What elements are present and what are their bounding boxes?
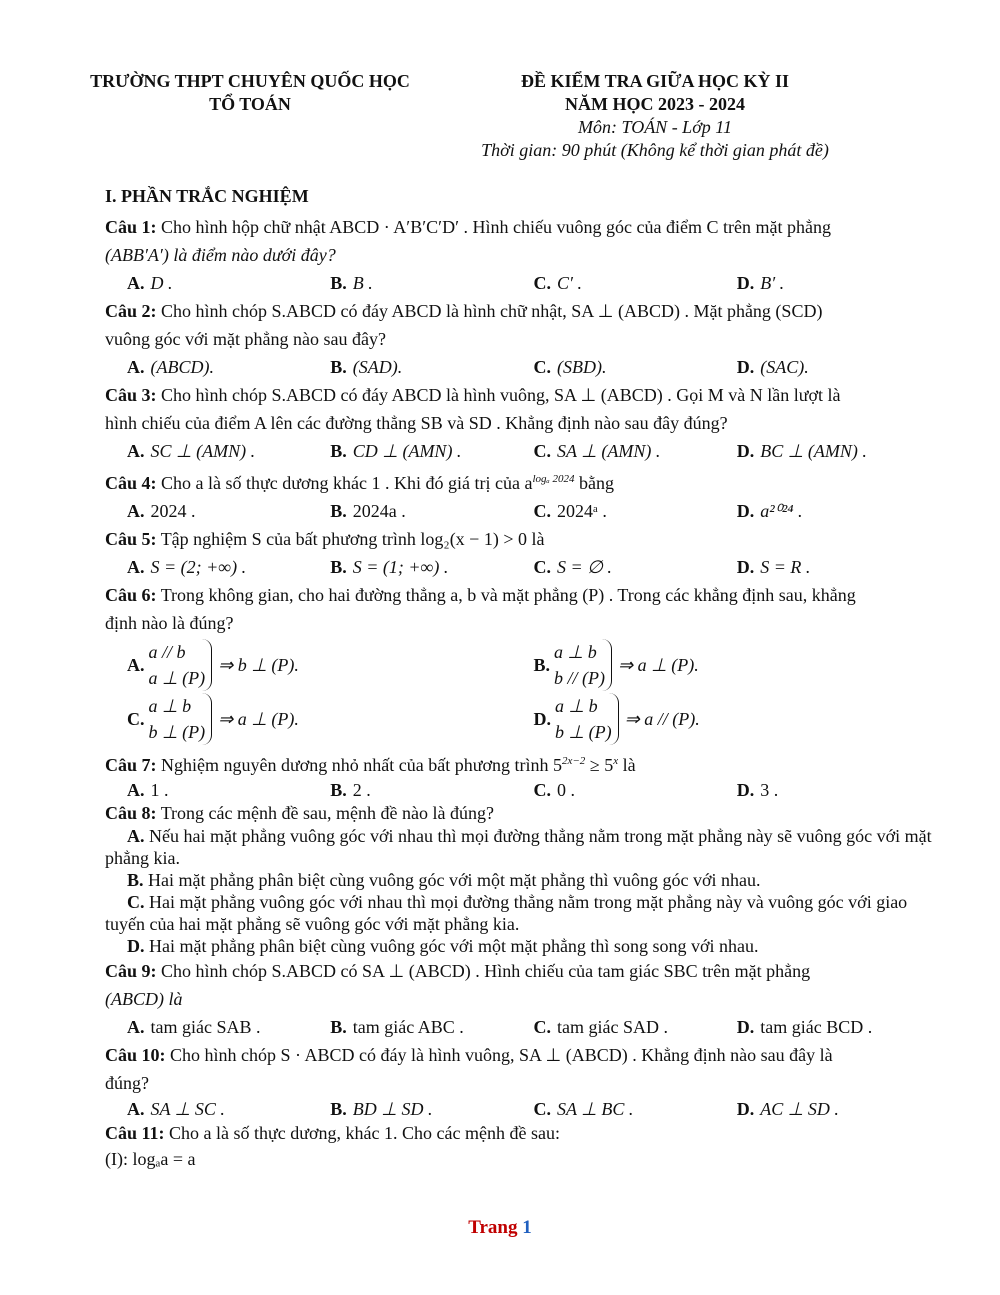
option-c: C. 2024ᵃ . <box>533 501 607 521</box>
question-text: Cho hình hộp chữ nhật ABCD · A′B′C′D′ . Hình chiếu vuông góc của điểm C trên mặt phẳng <box>156 217 831 237</box>
question-text: vuông góc với mặt phẳng nào sau đây? <box>105 329 386 349</box>
option-c: C. a ⊥ b b ⊥ (P) ⇒ a ⊥ (P). <box>127 693 534 745</box>
question-text: (ABB′A′) là điểm nào dưới đây? <box>105 245 336 265</box>
option-a: A. SA ⊥ SC . <box>127 1099 225 1119</box>
options-row <box>105 353 940 381</box>
option-c: C. tam giác SAD . <box>533 1017 668 1037</box>
page-label: Trang <box>468 1217 518 1238</box>
question-text: đúng? <box>105 1073 149 1093</box>
option-b: B. S = (1; +∞) . <box>330 557 449 577</box>
question-3 <box>105 381 940 465</box>
options-row <box>105 693 940 745</box>
question-number: Câu 9: <box>105 961 157 981</box>
question-4: Câu 4: Cho a là số thực dương khác 1 . Khi đó giá trị của $a^{log_a 2024}$ bằng A. 2024 . B. 2024a . C. 2024ᵃ . D. a²⁰²⁴ . <box>105 465 940 525</box>
option-b: B. 2 . <box>330 780 371 800</box>
options-row <box>105 269 940 297</box>
school-name: TRƯỜNG THPT CHUYÊN QUỐC HỌC <box>90 71 410 91</box>
option-d: D. S = R . <box>736 557 811 577</box>
question-number: Câu 4: <box>105 473 157 493</box>
question-10 <box>105 1041 940 1121</box>
option-d: D. (SAC). <box>736 357 809 377</box>
page-footer <box>0 1217 1000 1239</box>
option-d: D. BC ⊥ (AMN) . <box>736 441 867 461</box>
question-1 <box>105 213 940 297</box>
option-a: A. a // b a ⊥ (P) ⇒ b ⊥ (P). <box>127 639 534 691</box>
question-number: Câu 6: <box>105 585 157 605</box>
option-b: B. a ⊥ b b // (P) ⇒ a ⊥ (P). <box>534 639 941 691</box>
school-year: NĂM HỌC 2023 - 2024 <box>565 94 745 114</box>
question-text: Tập nghiệm S của bất phương trình log₂(x − 1) > 0 là <box>156 529 545 549</box>
question-text: Trong không gian, cho hai đường thẳng a, b và mặt phẳng (P) . Trong các khẳng định sau, khẳng <box>156 585 856 605</box>
option-d: D. B′ . <box>736 273 785 293</box>
option-b: B. CD ⊥ (AMN) . <box>330 441 462 461</box>
option-a: A. Nếu hai mặt phẳng vuông góc với nhau thì mọi đường thẳng nằm trong mặt phẳng này sẽ vuông góc với mặt phẳng kia. <box>105 826 932 868</box>
option-c: C. 0 . <box>533 780 575 800</box>
option-b: B. B . <box>330 273 373 293</box>
options-row <box>105 639 940 691</box>
header-left <box>60 70 440 116</box>
option-a: A. (ABCD). <box>127 357 214 377</box>
question-6 <box>105 581 940 745</box>
options-row <box>105 1097 940 1121</box>
question-11 <box>105 1121 940 1173</box>
option-d: D. Hai mặt phẳng phân biệt cùng vuông góc với một mặt phẳng thì song song với nhau. <box>127 936 759 956</box>
question-number: Câu 8: <box>105 803 157 823</box>
question-text: (ABCD) là <box>105 989 183 1009</box>
option-d: D. a ⊥ b b ⊥ (P) ⇒ a // (P). <box>534 693 941 745</box>
page-number: 1 <box>522 1217 532 1238</box>
options-row <box>105 553 940 581</box>
question-5 <box>105 525 940 581</box>
exam-content <box>105 186 940 1173</box>
question-text: Trong các mệnh đề sau, mệnh đề nào là đúng? <box>156 803 494 823</box>
question-9 <box>105 957 940 1041</box>
question-number: Câu 5: <box>105 529 157 549</box>
option-a: A. D . <box>127 273 173 293</box>
question-text: Cho a là số thực dương, khác 1. Cho các mệnh đề sau: <box>164 1123 560 1143</box>
options-row <box>105 497 940 525</box>
option-a: A. 2024 . <box>127 501 196 521</box>
option-a: A. S = (2; +∞) . <box>127 557 247 577</box>
department: TỔ TOÁN <box>209 94 291 114</box>
option-c: C. SA ⊥ (AMN) . <box>533 441 661 461</box>
option-b: B. tam giác ABC . <box>330 1017 464 1037</box>
header-right <box>445 70 865 162</box>
option-d: D. 3 . <box>736 780 779 800</box>
option-a: A. 1 . <box>127 780 169 800</box>
option-d: D. a²⁰²⁴ . <box>736 501 803 521</box>
question-text: Cho hình chóp S.ABCD có SA ⊥ (ABCD) . Hình chiếu của tam giác SBC trên mặt phẳng <box>156 961 811 981</box>
question-text: Cho a là số thực dương khác 1 . Khi đó giá trị của a <box>156 473 533 493</box>
options-row <box>105 779 940 801</box>
question-number: Câu 3: <box>105 385 157 405</box>
question-text: Nghiệm nguyên dương nhỏ nhất của bất phương trình 5 <box>156 755 562 775</box>
statement-i: (I): logₐa = a <box>105 1149 196 1169</box>
exam-time: Thời gian: 90 phút (Không kể thời gian phát đề) <box>481 140 829 160</box>
question-text: Cho hình chóp S · ABCD có đáy là hình vuông, SA ⊥ (ABCD) . Khẳng định nào sau đây là <box>165 1045 833 1065</box>
option-d: D. AC ⊥ SD . <box>736 1099 839 1119</box>
question-number: Câu 7: <box>105 755 157 775</box>
option-a: A. SC ⊥ (AMN) . <box>127 441 256 461</box>
question-number: Câu 11: <box>105 1123 165 1143</box>
option-b: B. (SAD). <box>330 357 403 377</box>
option-b: B. 2024a . <box>330 501 406 521</box>
question-number: Câu 2: <box>105 301 157 321</box>
exam-title: ĐỀ KIỂM TRA GIỮA HỌC KỲ II <box>520 71 790 91</box>
option-d: D. tam giác BCD . <box>736 1017 873 1037</box>
option-c: C. S = ∅ . <box>533 557 612 577</box>
option-c: C. SA ⊥ BC . <box>533 1099 634 1119</box>
option-c: C. (SBD). <box>533 357 607 377</box>
question-8 <box>105 801 940 957</box>
question-number: Câu 10: <box>105 1045 166 1065</box>
question-text: định nào là đúng? <box>105 613 234 633</box>
question-text: Cho hình chóp S.ABCD có đáy ABCD là hình vuông, SA ⊥ (ABCD) . Gọi M và N lần lượt là <box>156 385 841 405</box>
question-text: hình chiếu của điểm A lên các đường thẳng SB và SD . Khẳng định nào sau đây đúng? <box>105 413 728 433</box>
question-number: Câu 1: <box>105 217 157 237</box>
question-2 <box>105 297 940 381</box>
question-7: Câu 7: Nghiệm nguyên dương nhỏ nhất của bất phương trình $5^{2x-2} \ge 5^x$ là A. 1 . B. 2 . C. 0 . D. 3 . <box>105 747 940 801</box>
section-title: I. PHẦN TRẮC NGHIỆM <box>105 186 309 206</box>
options-row <box>105 1013 940 1041</box>
question-text: Cho hình chóp S.ABCD có đáy ABCD là hình chữ nhật, SA ⊥ (ABCD) . Mặt phẳng (SCD) <box>156 301 823 321</box>
exponent: logₐ 2024 <box>532 473 575 485</box>
option-c: C. C′ . <box>533 273 582 293</box>
option-c: C. Hai mặt phẳng vuông góc với nhau thì mọi đường thẳng nằm trong mặt phẳng này và vuông góc với giao tuyến của hai mặt phẳng sẽ vuông góc với mặt phẳng kia. <box>105 892 908 934</box>
subject: Môn: TOÁN - Lớp 11 <box>578 117 732 137</box>
option-b: B. BD ⊥ SD . <box>330 1099 433 1119</box>
option-a: A. tam giác SAB . <box>127 1017 261 1037</box>
option-b: B. Hai mặt phẳng phân biệt cùng vuông góc với một mặt phẳng thì vuông góc với nhau. <box>127 870 761 890</box>
options-row <box>105 437 940 465</box>
